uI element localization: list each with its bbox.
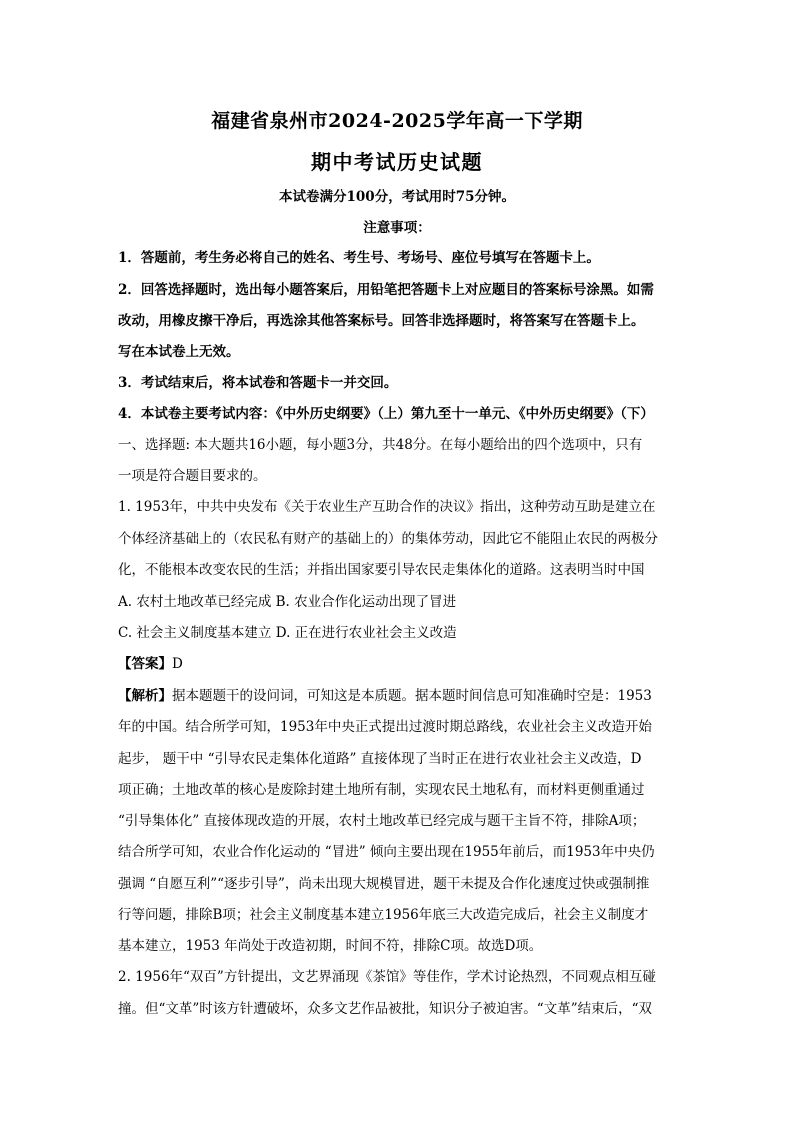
question1-options-cd: C. 社会主义制度基本建立 D. 正在进行农业社会主义改造: [118, 625, 457, 641]
question2-stem: 撞。但“文革”时该方针遭破坏，众多文艺作品被批，知识分子被迫害。“文革”结束后，“双: [118, 1001, 653, 1017]
question1-stem: 个体经济基础上的（农民私有财产的基础上的）的集体劳动，因此它不能阻止农民的两极分: [118, 531, 658, 547]
section-instruction: 一、选择题: 本大题共16小题，每小题3分，共48分。在每小题给出的四个选项中，只有: [118, 437, 643, 453]
analysis-text: 据本题题干的设问词，可知这是本质题。据本题时间信息可知准确时空是：1953: [172, 688, 652, 704]
analysis-line: 项正确；土地改革的核心是废除封建土地所有制，实现农民土地私有，而材料更侧重通过: [118, 782, 645, 798]
notice-item: 1．答题前，考生务必将自己的姓名、考生号、考场号、座位号填写在答题卡上。: [118, 250, 600, 266]
score-time-note: 本试卷满分100分，考试用时75分钟。: [279, 189, 515, 205]
question1-answer: [118, 654, 688, 674]
question1-analysis: [118, 686, 688, 706]
analysis-line: 结合所学可知，农业合作化运动的 “冒进” 倾向主要出现在1955年前后，而1953年中央仍: [118, 844, 655, 860]
notice-item: 2．回答选择题时，选出每小题答案后，用铅笔把答题卡上对应题目的答案标号涂黑。如需: [118, 282, 654, 298]
notice-item: 改动，用橡皮擦干净后，再选涂其他答案标号。回答非选择题时，将答案写在答题卡上。: [118, 313, 645, 329]
question2-stem: 2. 1956年“双百”方针提出，文艺界涌现《茶馆》等佳作，学术讨论热烈，不同观点相互碰: [118, 969, 656, 985]
analysis-line: 强调 “自愿互利”“逐步引导”，尚未出现大规模冒进，题干未提及合作化速度过快或强制推: [118, 876, 650, 892]
exam-title-line1: 福建省泉州市2024-2025学年高一下学期: [211, 110, 583, 132]
answer-label: 【答案】: [118, 656, 172, 672]
analysis-line: 行等问题，排除B项；社会主义制度基本建立1956年底三大改造完成后，社会主义制度才: [118, 907, 649, 923]
notice-item: 4．本试卷主要考试内容：《中外历史纲要》（上）第九至十一单元、《中外历史纲要》（下）: [118, 406, 654, 422]
answer-value: D: [172, 656, 183, 672]
exam-title-line2: 期中考试历史试题: [311, 150, 483, 174]
notice-item: 3．考试结束后，将本试卷和答题卡一并交回。: [118, 375, 398, 391]
analysis-line: 起步， 题干中 “引导农民走集体化道路” 直接体现了当时正在进行农业社会主义改造，D: [118, 751, 642, 767]
analysis-label: 【解析】: [118, 688, 172, 704]
analysis-line: 基本建立，1953 年尚处于改造初期，时间不符，排除C项。故选D项。: [118, 938, 543, 954]
question1-stem: 化，不能根本改变农民的生活；并指出国家要引导农民走集体化的道路。这表明当时中国: [118, 562, 645, 578]
question1-options-ab: A. 农村土地改革已经完成 B. 农业合作化运动出现了冒进: [118, 594, 457, 610]
analysis-line: 年的中国。结合所学可知，1953年中央正式提出过渡时期总路线，农业社会主义改造开始: [118, 719, 652, 735]
analysis-line: “引导集体化” 直接体现改造的开展，农村土地改革已经完成与题干主旨不符，排除A项；: [118, 813, 646, 829]
notice-heading: 注意事项：: [363, 220, 431, 236]
section-instruction: 一项是符合题目要求的。: [118, 468, 267, 484]
notice-item: 写在本试卷上无效。: [118, 344, 240, 360]
question1-stem: 1. 1953年，中共中央发布《关于农业生产互助合作的决议》指出，这种劳动互助是建立在: [118, 499, 656, 515]
